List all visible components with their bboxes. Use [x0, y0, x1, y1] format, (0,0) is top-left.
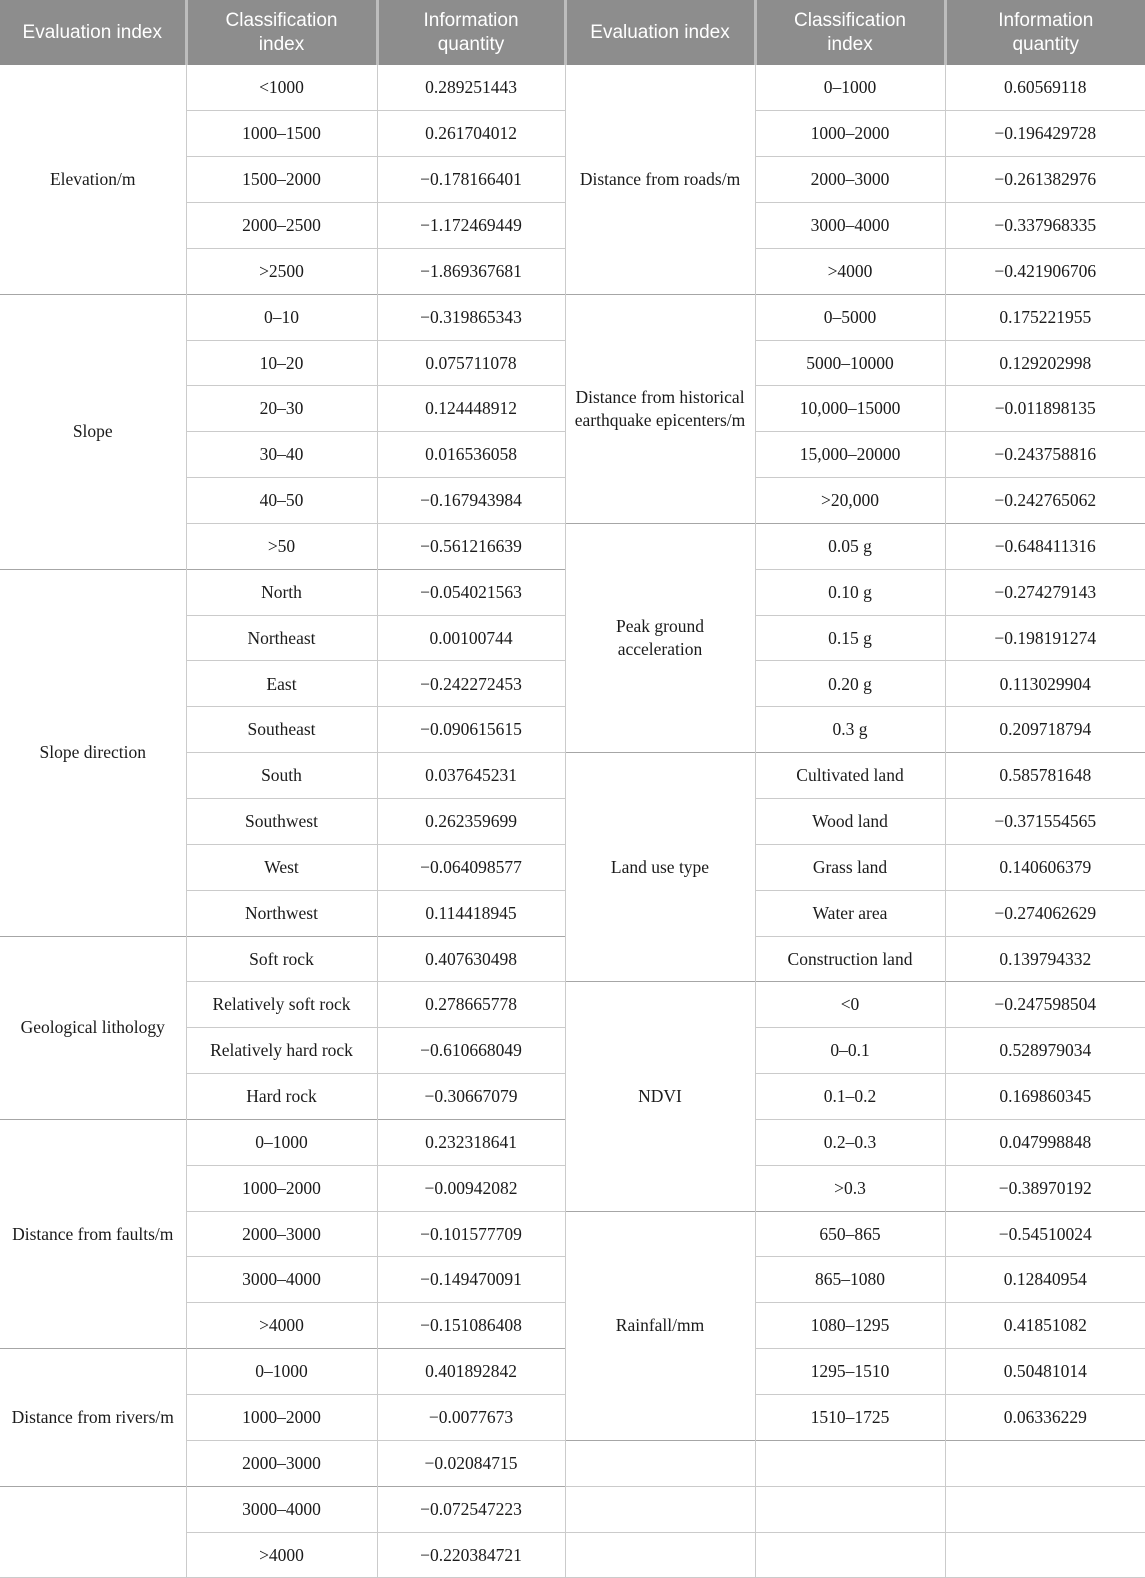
classification-index-cell: 1510–1725	[755, 1394, 945, 1440]
classification-index-cell: 1295–1510	[755, 1349, 945, 1395]
information-quantity-cell: 0.407630498	[377, 936, 565, 982]
classification-index-cell: 0–10	[186, 294, 377, 340]
classification-index-cell: 1000–2000	[755, 111, 945, 157]
classification-index-cell: 0.1–0.2	[755, 1074, 945, 1120]
classification-index-cell	[755, 1532, 945, 1578]
information-quantity-cell: 0.169860345	[945, 1074, 1145, 1120]
classification-index-cell: 0.2–0.3	[755, 1119, 945, 1165]
information-quantity-cell: −0.54510024	[945, 1211, 1145, 1257]
table-row	[0, 1486, 1145, 1532]
classification-index-cell: Soft rock	[186, 936, 377, 982]
information-quantity-cell: 0.113029904	[945, 661, 1145, 707]
information-quantity-cell: −0.371554565	[945, 799, 1145, 845]
classification-index-cell: Hard rock	[186, 1074, 377, 1120]
information-quantity-cell: −0.196429728	[945, 111, 1145, 157]
information-quantity-cell: −0.242765062	[945, 478, 1145, 524]
evaluation-index-cell: Distance from historical earthquake epicenters/m	[565, 294, 755, 523]
header-row	[0, 0, 1145, 65]
classification-index-cell: 0–1000	[755, 65, 945, 111]
information-quantity-cell: −0.064098577	[377, 844, 565, 890]
column-header-information-quantity-right: Information quantity	[945, 0, 1145, 65]
information-quantity-cell: 0.06336229	[945, 1394, 1145, 1440]
classification-index-cell: >4000	[186, 1303, 377, 1349]
classification-index-cell: Southwest	[186, 799, 377, 845]
information-quantity-cell: 0.037645231	[377, 753, 565, 799]
information-quantity-cell: 0.278665778	[377, 982, 565, 1028]
information-quantity-cell: −0.610668049	[377, 1028, 565, 1074]
information-quantity-cell: −1.869367681	[377, 248, 565, 294]
classification-index-cell: Northwest	[186, 890, 377, 936]
classification-index-cell	[755, 1440, 945, 1486]
information-quantity-cell: −0.151086408	[377, 1303, 565, 1349]
information-quantity-cell	[945, 1440, 1145, 1486]
classification-index-cell: 1000–1500	[186, 111, 377, 157]
column-header-information-quantity-left: Information quantity	[377, 0, 565, 65]
information-quantity-cell: 0.289251443	[377, 65, 565, 111]
evaluation-index-cell: Geological lithology	[0, 936, 186, 1119]
information-quantity-cell: −0.337968335	[945, 203, 1145, 249]
classification-index-cell: 865–1080	[755, 1257, 945, 1303]
classification-index-cell: 0.10 g	[755, 569, 945, 615]
classification-index-cell: Relatively hard rock	[186, 1028, 377, 1074]
information-quantity-cell: −0.178166401	[377, 157, 565, 203]
evaluation-index-cell	[565, 1532, 755, 1578]
classification-index-cell: 15,000–20000	[755, 432, 945, 478]
column-header-classification-index-right: Classification index	[755, 0, 945, 65]
information-quantity-cell: −0.421906706	[945, 248, 1145, 294]
information-quantity-cell: 0.60569118	[945, 65, 1145, 111]
classification-index-cell: 10–20	[186, 340, 377, 386]
classification-index-cell: 0–1000	[186, 1119, 377, 1165]
classification-index-cell: >2500	[186, 248, 377, 294]
classification-index-cell: >0.3	[755, 1165, 945, 1211]
classification-index-cell: 20–30	[186, 386, 377, 432]
information-quantity-cell: −0.648411316	[945, 523, 1145, 569]
classification-index-cell: 1000–2000	[186, 1394, 377, 1440]
classification-index-cell: 5000–10000	[755, 340, 945, 386]
column-header-classification-index-left: Classification index	[186, 0, 377, 65]
evaluation-index-cell: Rainfall/mm	[565, 1211, 755, 1440]
information-quantity-cell: −0.561216639	[377, 523, 565, 569]
information-quantity-cell: 0.175221955	[945, 294, 1145, 340]
information-quantity-cell: 0.209718794	[945, 707, 1145, 753]
classification-index-cell: >4000	[755, 248, 945, 294]
classification-index-cell: 0.05 g	[755, 523, 945, 569]
information-quantity-cell: 0.00100744	[377, 615, 565, 661]
classification-index-cell: Cultivated land	[755, 753, 945, 799]
classification-index-cell: >50	[186, 523, 377, 569]
information-quantity-cell: −0.02084715	[377, 1440, 565, 1486]
information-quantity-cell: −0.054021563	[377, 569, 565, 615]
evaluation-index-cell: Slope direction	[0, 569, 186, 936]
classification-index-cell: Wood land	[755, 799, 945, 845]
classification-index-cell: <1000	[186, 65, 377, 111]
classification-index-cell: 1500–2000	[186, 157, 377, 203]
classification-index-cell: 2000–3000	[755, 157, 945, 203]
evaluation-index-cell	[565, 1486, 755, 1532]
information-quantity-cell: −0.167943984	[377, 478, 565, 524]
column-header-evaluation-index-left: Evaluation index	[0, 0, 186, 65]
classification-index-cell: 0–5000	[755, 294, 945, 340]
classification-index-cell: 0.20 g	[755, 661, 945, 707]
evaluation-index-cell: Land use type	[565, 753, 755, 982]
classification-index-cell: <0	[755, 982, 945, 1028]
information-quantity-cell: 0.262359699	[377, 799, 565, 845]
classification-index-cell: Water area	[755, 890, 945, 936]
information-quantity-cell: 0.047998848	[945, 1119, 1145, 1165]
classification-index-cell: West	[186, 844, 377, 890]
information-quantity-cell: 0.124448912	[377, 386, 565, 432]
evaluation-index-cell: Distance from rivers/m	[0, 1349, 186, 1487]
classification-index-cell: Construction land	[755, 936, 945, 982]
information-quantity-cell	[945, 1486, 1145, 1532]
classification-index-cell: 3000–4000	[186, 1257, 377, 1303]
evaluation-index-cell: NDVI	[565, 982, 755, 1211]
information-quantity-cell: −0.072547223	[377, 1486, 565, 1532]
information-quantity-cell: −1.172469449	[377, 203, 565, 249]
table-row	[0, 294, 1145, 340]
information-quantity-cell: −0.101577709	[377, 1211, 565, 1257]
classification-index-cell: 0.15 g	[755, 615, 945, 661]
classification-index-cell: 3000–4000	[755, 203, 945, 249]
information-quantity-cell: 0.261704012	[377, 111, 565, 157]
classification-index-cell: >20,000	[755, 478, 945, 524]
information-quantity-cell: −0.00942082	[377, 1165, 565, 1211]
information-quantity-cell: 0.016536058	[377, 432, 565, 478]
classification-index-cell: >4000	[186, 1532, 377, 1578]
classification-index-cell: 2000–3000	[186, 1440, 377, 1486]
information-quantity-cell	[945, 1532, 1145, 1578]
classification-index-cell: 0–1000	[186, 1349, 377, 1395]
classification-index-cell: East	[186, 661, 377, 707]
information-quantity-cell: −0.247598504	[945, 982, 1145, 1028]
information-quantity-cell: 0.12840954	[945, 1257, 1145, 1303]
classification-index-cell	[755, 1486, 945, 1532]
information-quantity-cell: −0.30667079	[377, 1074, 565, 1120]
classification-index-cell: Grass land	[755, 844, 945, 890]
information-quantity-cell: −0.38970192	[945, 1165, 1145, 1211]
evaluation-index-cell: Distance from roads/m	[565, 65, 755, 294]
information-quantity-cell: 0.528979034	[945, 1028, 1145, 1074]
information-quantity-cell: 0.585781648	[945, 753, 1145, 799]
classification-index-cell: 3000–4000	[186, 1486, 377, 1532]
information-quantity-cell: −0.0077673	[377, 1394, 565, 1440]
classification-index-cell: 30–40	[186, 432, 377, 478]
evaluation-index-cell	[0, 1486, 186, 1578]
information-quantity-cell: 0.075711078	[377, 340, 565, 386]
information-quantity-cell: 0.232318641	[377, 1119, 565, 1165]
classification-index-cell: 650–865	[755, 1211, 945, 1257]
information-quantity-cell: −0.011898135	[945, 386, 1145, 432]
evaluation-index-cell: Slope	[0, 294, 186, 569]
evaluation-index-cell: Peak ground acceleration	[565, 523, 755, 752]
information-quantity-cell: 0.140606379	[945, 844, 1145, 890]
classification-index-cell: 2000–2500	[186, 203, 377, 249]
classification-index-cell: Southeast	[186, 707, 377, 753]
information-quantity-cell: 0.139794332	[945, 936, 1145, 982]
information-quantity-cell: −0.090615615	[377, 707, 565, 753]
table-row	[0, 65, 1145, 111]
classification-index-cell: Relatively soft rock	[186, 982, 377, 1028]
classification-index-cell: 0–0.1	[755, 1028, 945, 1074]
classification-index-cell: 10,000–15000	[755, 386, 945, 432]
information-quantity-cell: −0.319865343	[377, 294, 565, 340]
classification-index-cell: South	[186, 753, 377, 799]
classification-index-cell: Northeast	[186, 615, 377, 661]
information-quantity-cell: −0.274062629	[945, 890, 1145, 936]
information-quantity-cell: −0.220384721	[377, 1532, 565, 1578]
information-quantity-cell: −0.261382976	[945, 157, 1145, 203]
information-quantity-cell: −0.198191274	[945, 615, 1145, 661]
information-quantity-cell: 0.401892842	[377, 1349, 565, 1395]
information-quantity-cell: −0.149470091	[377, 1257, 565, 1303]
classification-index-cell: 1080–1295	[755, 1303, 945, 1349]
table-header	[0, 0, 1145, 65]
information-quantity-cell: 0.129202998	[945, 340, 1145, 386]
table-body	[0, 65, 1145, 1578]
information-quantity-cell: 0.41851082	[945, 1303, 1145, 1349]
column-header-evaluation-index-right: Evaluation index	[565, 0, 755, 65]
classification-index-cell: North	[186, 569, 377, 615]
information-quantity-cell: −0.242272453	[377, 661, 565, 707]
evaluation-index-cell: Elevation/m	[49, 168, 136, 189]
evaluation-index-cell: Distance from faults/m	[0, 1119, 186, 1348]
classification-index-cell: 40–50	[186, 478, 377, 524]
information-quantity-cell: −0.243758816	[945, 432, 1145, 478]
classification-index-cell: 2000–3000	[186, 1211, 377, 1257]
evaluation-index-cell	[565, 1440, 755, 1486]
information-quantity-cell: −0.274279143	[945, 569, 1145, 615]
classification-index-cell: 1000–2000	[186, 1165, 377, 1211]
information-quantity-cell: 0.114418945	[377, 890, 565, 936]
information-quantity-cell: 0.50481014	[945, 1349, 1145, 1395]
classification-index-cell: 0.3 g	[755, 707, 945, 753]
